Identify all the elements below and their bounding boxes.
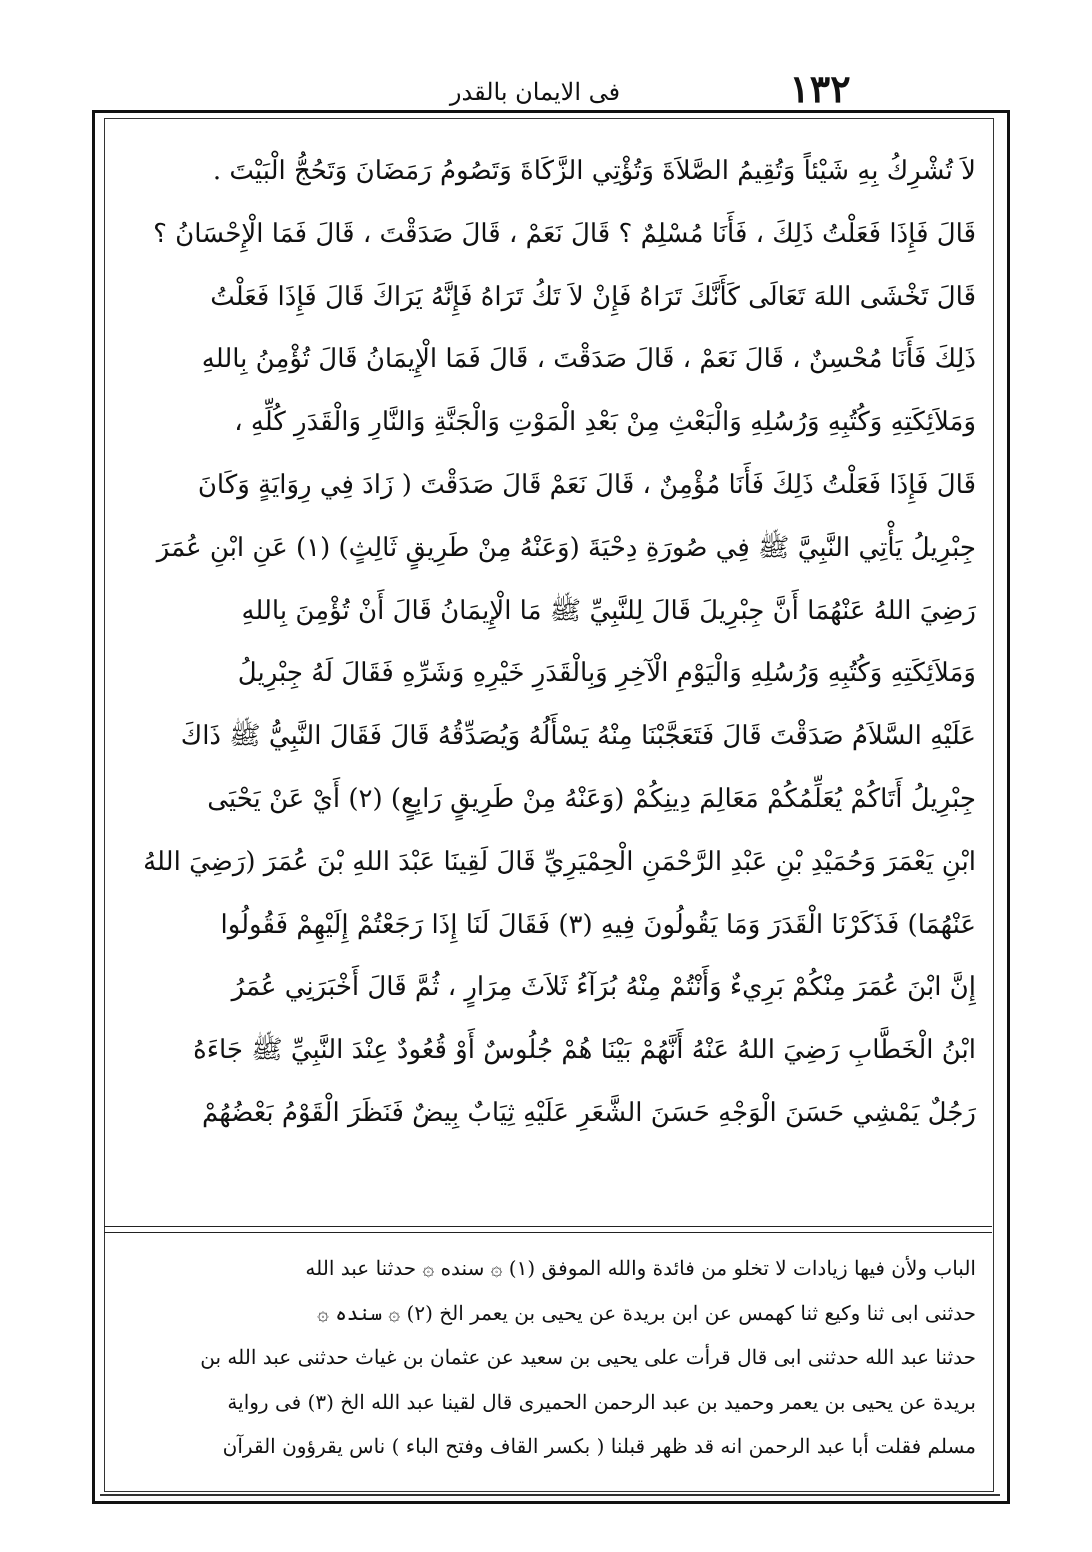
text-line: وَمَلاَئِكَتِهِ وَكُتُبِهِ وَرُسُلِهِ وَالْبَعْثِ مِنْ بَعْدِ الْمَوْتِ وَالْجَنَّةِ وَالنَّارِ وَالْقَدَرِ كُلِّهِ ، xyxy=(234,407,976,438)
footnote-separator xyxy=(104,1226,992,1227)
text-line: قَالَ تَخْشَى اللهَ تَعَالَى كَأَنَّكَ تَرَاهُ فَإِنْ لاَ تَكُ تَرَاهُ فَإِنَّهُ يَرَاكَ قَالَ فَإِذَا فَعَلْتُ xyxy=(210,281,976,312)
text-line: جِبْرِيلُ يَأْتِي النَّبِيَّ ﷺ فِي صُورَةِ دِحْيَةَ (وَعَنْهُ مِنْ طَرِيقٍ ثَالِثٍ) (١) عَنِ ابْنِ عُمَرَ xyxy=(156,532,976,563)
footnote-line: حدثنا عبد الله حدثنى ابى قال قرأت على يحيى بن سعيد عن عثمان بن غياث حدثنى عبد الله بن xyxy=(200,1345,976,1369)
text-line: لاَ تُشْرِكُ بِهِ شَيْئاً وَتُقِيمُ الصَّلاَةَ وَتُؤْتِي الزَّكَاةَ وَتَصُومُ رَمَضَانَ وَتَحُجُّ الْبَيْتَ . xyxy=(212,156,976,186)
main-text-block xyxy=(120,140,976,1145)
text-line: ابْنِ يَعْمَرَ وَحُمَيْدِ بْنِ عَبْدِ الرَّحْمَنِ الْحِمْيَرِيِّ قَالَ لَقِينَا عَبْدَ اللهِ بْنَ عُمَرَ (رَضِيَ اللهُ xyxy=(143,846,976,877)
footnotes-block xyxy=(120,1246,976,1469)
page-number: ١٣٢ xyxy=(789,66,851,111)
footnote-line: حدثنى ابى ثنا وكيع ثنا كهمس عن ابن بريدة عن يحيى بن يعمر الخ (٢) ۞ سنده ۞ xyxy=(317,1300,976,1325)
bottom-border xyxy=(100,1494,1000,1496)
text-line: وَمَلاَئِكَتِهِ وَكُتُبِهِ وَرُسُلِهِ وَالْيَوْمِ الْآخِرِ وَبِالْقَدَرِ خَيْرِهِ وَشَرِّهِ فَقَالَ لَهُ جِبْرِيلُ xyxy=(237,658,976,689)
text-line: ابْنُ الْخَطَّابِ رَضِيَ اللهُ عَنْهُ أَنَّهُمْ بَيْنَا هُمْ جُلُوسٌ أَوْ قُعُودٌ عِنْدَ النَّبِيِّ ﷺ جَاءَهُ xyxy=(193,1035,976,1066)
text-line: عَنْهُمَا) فَذَكَرْنَا الْقَدَرَ وَمَا يَقُولُونَ فِيهِ (٣) فَقَالَ لَنَا إِذَا رَجَعْتُمْ إِلَيْهِمْ فَقُولُوا xyxy=(220,909,976,940)
footnote-line: بريدة عن يحيى بن يعمر وحميد بن عبد الرحمن الحميرى قال لقينا عبد الله الخ (٣) فى رواية xyxy=(227,1389,976,1414)
text-line: قَالَ فَإِذَا فَعَلْتُ ذَلِكَ ، فَأَنَا مُسْلِمٌ ؟ قَالَ نَعَمْ ، قَالَ صَدَقْتَ ، قَالَ فَمَا الْإِحْسَانُ ؟ xyxy=(153,218,976,249)
text-line: رَضِيَ اللهُ عَنْهُمَا أَنَّ جِبْرِيلَ قَالَ لِلنَّبِيِّ ﷺ مَا الْإِيمَانُ قَالَ أَنْ تُؤْمِنَ بِاللهِ xyxy=(241,595,976,626)
text-line: رَجُلٌ يَمْشِي حَسَنَ الْوَجْهِ حَسَنَ الشَّعَرِ عَلَيْهِ ثِيَابٌ بِيضٌ فَنَظَرَ الْقَوْمُ بَعْضُهُمْ xyxy=(201,1097,976,1128)
text-line: جِبْرِيلُ أَتَاكُمْ يُعَلِّمُكُمْ مَعَالِمَ دِينِكُمْ (وَعَنْهُ مِنْ طَرِيقٍ رَابِعٍ) (٢) أَيْ عَنْ يَحْيَى xyxy=(207,783,976,814)
text-line: قَالَ فَإِذَا فَعَلْتُ ذَلِكَ فَأَنَا مُؤْمِنٌ ، قَالَ نَعَمْ قَالَ صَدَقْتَ ( زَادَ فِي رِوَايَةٍ وَكَانَ xyxy=(197,469,976,500)
footnote-separator xyxy=(104,1232,992,1233)
text-line: إِنَّ ابْنَ عُمَرَ مِنْكُمْ بَرِيءٌ وَأَنْتُمْ مِنْهُ بُرَآءُ ثَلاَثَ مِرَارٍ ، ثُمَّ قَالَ أَخْبَرَنِي عُمَرُ xyxy=(231,972,976,1003)
running-title: فى الايمان بالقدر xyxy=(449,78,621,106)
text-line: عَلَيْهِ السَّلاَمُ صَدَقْتَ قَالَ فَتَعَجَّبْنَا مِنْهُ يَسْأَلُهُ وَيُصَدِّقُهُ قَالَ فَقَالَ النَّبِيُّ ﷺ ذَاكَ xyxy=(180,721,976,752)
footnote-line: الباب ولأن فيها زيادات لا تخلو من فائدة والله الموفق (١) ۞ سنده ۞ حدثنا عبد الله xyxy=(305,1256,976,1280)
text-line: ذَلِكَ فَأَنَا مُحْسِنٌ ، قَالَ نَعَمْ ، قَالَ صَدَقْتَ ، قَالَ فَمَا الْإِيمَانُ قَالَ تُؤْمِنُ بِاللهِ xyxy=(201,344,976,375)
footnote-line: مسلم فقلت أبا عبد الرحمن انه قد ظهر قبلنا ( بكسر القاف وفتح الباء ) ناس يقرؤون القرآن xyxy=(222,1434,976,1458)
